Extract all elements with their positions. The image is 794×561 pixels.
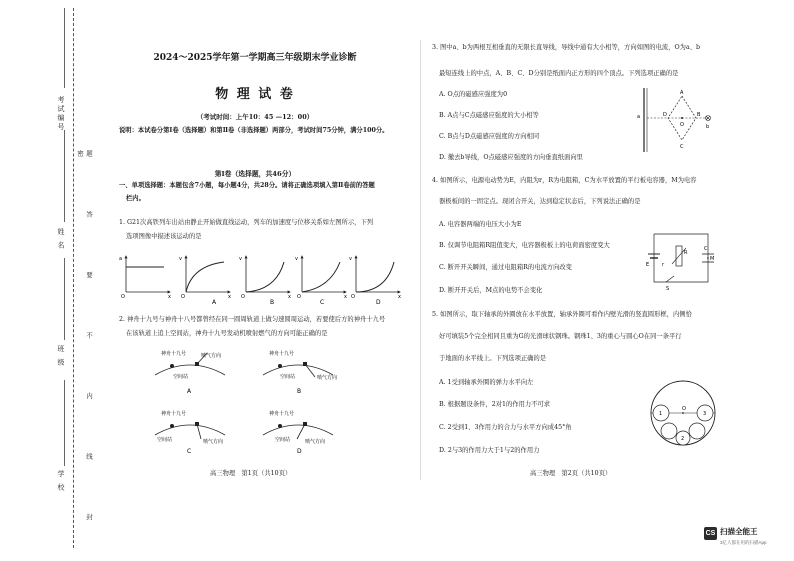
q3-stem-line1: 3. 图中a、b为两根互相垂直的无限长直导线，导线中通有大小相等，方向如图的电流，O为a、b xyxy=(432,44,701,51)
q3-option-a: A. O点的磁感应强度为0 xyxy=(439,91,508,98)
svg-text:空间站: 空间站 xyxy=(173,374,189,380)
svg-text:2: 2 xyxy=(681,436,685,442)
svg-text:O: O xyxy=(351,294,355,300)
q2-figure-a xyxy=(155,350,225,395)
part1-instructions-2: 栏内。 xyxy=(126,195,145,202)
svg-text:D: D xyxy=(663,112,667,118)
q1-graph-axis-a: a xyxy=(119,256,123,262)
q4-option-c: C. 断开开关瞬间，通过电阻箱R的电流方向改变 xyxy=(439,264,572,271)
svg-text:a: a xyxy=(637,114,641,120)
svg-text:R: R xyxy=(684,250,688,256)
svg-text:1: 1 xyxy=(659,411,663,417)
svg-text:O: O xyxy=(682,406,686,412)
q1-option-d-label: D xyxy=(376,299,381,306)
subject-title: 物 理 试 卷 xyxy=(215,87,295,102)
svg-text:A: A xyxy=(680,90,684,96)
q3-option-d: D. 撤去b导线，O点磁感应强度的方向垂直纸面向里 xyxy=(439,154,583,161)
q5-option-a: A. 1受到轴承外圈的弹力水平向左 xyxy=(439,379,534,386)
exam-number-label: 考试编号 xyxy=(57,96,65,132)
svg-text:O: O xyxy=(241,294,245,300)
class-label: 班 级 xyxy=(57,345,65,368)
q2-figure-d xyxy=(263,410,333,455)
q3-figure xyxy=(636,86,718,154)
school-line xyxy=(64,380,66,466)
q4-option-b: B. 仅调节电阻箱R阻值变大，电容器极板上的电荷面密度变大 xyxy=(439,242,610,249)
q2-figure-c xyxy=(155,410,225,455)
q4-circuit xyxy=(646,220,718,292)
q1-graph-option-c xyxy=(295,256,347,306)
q2-figure-b xyxy=(263,350,337,395)
watermark-name: 扫描全能王 xyxy=(720,527,758,536)
svg-text:空间站: 空间站 xyxy=(157,437,173,443)
svg-text:神舟十九号: 神舟十九号 xyxy=(269,411,295,417)
page1-footer: 高三物理 第1页（共10页） xyxy=(210,470,292,477)
svg-text:v: v xyxy=(349,256,352,262)
q5-stem-line2: 好可填装5个完全相同且重为G的光滑球状钢珠。钢珠1、3的重心与圆心O在同一条平行 xyxy=(439,333,682,340)
q2-stem-line2: 在该轨道上追上空间站，神舟十九号发动机喷射燃气的方向可能正确的是 xyxy=(126,330,328,337)
page2-footer: 高三物理 第2页（共10页） xyxy=(530,470,612,477)
binding-line xyxy=(73,8,75,548)
q5-stem-line3: 于地面的水平线上。下列选项正确的是 xyxy=(439,355,547,362)
svg-text:b: b xyxy=(706,124,710,130)
q2-option-a-label: A xyxy=(187,388,192,395)
svg-text:喷气方向: 喷气方向 xyxy=(201,353,222,359)
svg-text:3: 3 xyxy=(703,411,707,417)
q5-option-c: C. 2受到1、3作用力的合力与水平方向成45°角 xyxy=(439,424,572,431)
q2-option-b-label: B xyxy=(297,388,302,395)
svg-text:v: v xyxy=(239,256,242,262)
svg-text:神舟十九号: 神舟十九号 xyxy=(269,351,295,357)
school-label: 学 校 xyxy=(57,470,65,493)
part1-instructions: 一、单项选择题：本题包含7小题，每小题4分，共28分。请将正确选项填入第Ⅱ卷前的答题 xyxy=(119,182,375,189)
q1-stem-line2: 选项图像中描述该运动的是 xyxy=(126,233,202,240)
svg-text:x: x xyxy=(168,294,171,300)
watermark-subtitle: 3亿人都在用的扫描App xyxy=(720,540,767,545)
page-divider xyxy=(420,40,422,480)
svg-text:神舟十九号: 神舟十九号 xyxy=(161,411,187,417)
svg-text:喷气方向: 喷气方向 xyxy=(317,375,338,381)
svg-text:x: x xyxy=(344,294,347,300)
svg-text:x: x xyxy=(288,294,291,300)
svg-text:B: B xyxy=(697,112,701,118)
q1-graph-a-x xyxy=(119,256,171,300)
q1-graph-option-b xyxy=(239,256,291,306)
svg-text:C: C xyxy=(704,246,708,252)
q3-stem-line2: 最短连线上的中点，A、B、C、D分别是纸面内正方形的四个顶点。下列选项正确的是 xyxy=(439,70,679,77)
q1-option-c-label: C xyxy=(320,299,325,306)
q1-graph-option-d xyxy=(349,256,401,306)
q4-option-a: A. 电容器两端的电压大小为E xyxy=(439,221,522,228)
svg-text:v: v xyxy=(179,256,182,262)
name-line xyxy=(64,130,66,222)
q2-option-d-label: D xyxy=(297,448,302,455)
svg-text:O: O xyxy=(680,122,684,128)
svg-text:C: C xyxy=(680,144,684,150)
q3-option-c: C. B点与D点磁感应强度的方向相同 xyxy=(439,133,540,140)
q1-graph-option-a xyxy=(179,256,231,306)
q1-option-a-label: A xyxy=(212,299,217,306)
q4-stem-line1: 4. 如图所示，电源电动势为E，内阻为r，R为电阻箱，C为水平放置的平行板电容器，M为电容 xyxy=(432,177,697,184)
svg-text:r: r xyxy=(662,262,665,268)
svg-text:E: E xyxy=(646,262,650,268)
svg-text:神舟十九号: 神舟十九号 xyxy=(161,351,187,357)
svg-text:空间站: 空间站 xyxy=(275,437,291,443)
svg-text:O: O xyxy=(181,294,185,300)
svg-text:M: M xyxy=(710,256,715,262)
svg-text:x: x xyxy=(398,294,401,300)
section-title: 第Ⅰ卷（选择题，共46分） xyxy=(214,170,296,178)
q5-option-d: D. 2与3的作用力大于1与2的作用力 xyxy=(439,447,540,454)
svg-text:v: v xyxy=(295,256,298,262)
q2-figures xyxy=(145,345,375,457)
q5-option-b: B. 根据题设条件，2对1的作用力不可求 xyxy=(439,401,551,408)
svg-text:S: S xyxy=(666,286,670,292)
q2-option-c-label: C xyxy=(187,448,192,455)
q1-graphs xyxy=(118,252,418,310)
camscanner-logo-icon: CS xyxy=(704,527,717,540)
svg-text:空间站: 空间站 xyxy=(280,374,296,380)
seal-line-text: 题 答 要 不 内 线 封 密 xyxy=(76,150,93,546)
q4-stem-line2: 器极板间的一固定点。现闭合开关，达到稳定状态后，下列说法正确的是 xyxy=(439,198,641,205)
q5-stem-line1: 5. 如图所示，取下轴承的外圈放在水平放置，轴承外圈可看作内壁光滑的竖直圆形框，内侧恰 xyxy=(432,311,692,318)
exam-note: 说明：本试卷分第Ⅰ卷（选择题）和第Ⅱ卷（非选择题）两部分，考试时间75分钟，满分100分。 xyxy=(119,127,389,134)
exam-number-line xyxy=(64,8,66,88)
svg-text:x: x xyxy=(228,294,231,300)
q5-bearing-figure xyxy=(648,378,718,448)
q3-option-b: B. A点与C点磁感应强度的大小相等 xyxy=(439,112,539,119)
exam-time: （考试时间：上午10：45 —12：00） xyxy=(196,113,314,121)
q1-option-b-label: B xyxy=(270,299,275,306)
name-label: 姓 名 xyxy=(57,228,65,251)
q4-option-d: D. 断开开关后，M点的电势不会变化 xyxy=(439,287,543,294)
q2-stem-line1: 2. 神舟十九号与神舟十八号都曾经在同一圆周轨道上做匀速圆周运动，若要使后方的神舟十九号 xyxy=(119,316,386,323)
exam-title: 2024～2025学年第一学期高三年级期末学业诊断 xyxy=(153,53,357,63)
svg-text:喷气方向: 喷气方向 xyxy=(305,439,326,445)
svg-text:O: O xyxy=(297,294,301,300)
svg-text:喷气方向: 喷气方向 xyxy=(203,439,224,445)
q1-stem-line1: 1. G21次高铁列车出站由静止开始做直线运动，列车的加速度与位移关系如左图所示，下列 xyxy=(119,219,374,226)
svg-text:O: O xyxy=(121,294,125,300)
class-line xyxy=(64,258,66,340)
